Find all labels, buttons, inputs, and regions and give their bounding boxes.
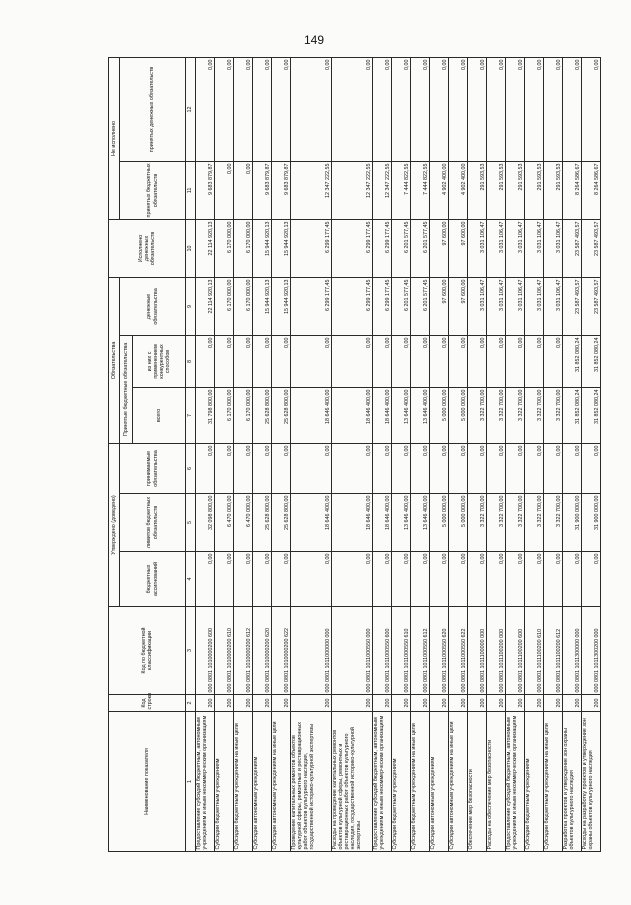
column-number: 2 [186, 695, 196, 712]
value-monetary: 6 299 177,45 [291, 277, 332, 335]
budget-execution-table [108, 57, 601, 852]
value-assumed: 0,00 [525, 443, 544, 493]
value-allocations: 0,00 [430, 552, 449, 607]
value-executed: 6 299 177,45 [373, 219, 392, 277]
value-limits: 13 646 400,00 [411, 494, 430, 552]
value-monetary: 3 031 106,47 [506, 277, 525, 335]
value-accepted-total: 5 000 000,00 [430, 387, 449, 443]
row-name: Разработка проектов и утверждение зон охраны объектов культурного наследия [563, 712, 582, 852]
value-accepted-competitive: 0,00 [544, 335, 563, 387]
value-allocations: 0,00 [392, 552, 411, 607]
row-budget-code: 000 0801 1011000000 000 [291, 607, 332, 695]
value-accepted-total: 3 322 700,00 [468, 387, 487, 443]
row-line-code: 200 [430, 695, 449, 712]
value-allocations: 0,00 [525, 552, 544, 607]
header-limits: лимитов бюджетных обязательств [120, 494, 186, 552]
table-row [196, 57, 215, 851]
rotated-sheet [108, 58, 600, 852]
value-not-exec-monetary: 0,00 [487, 57, 506, 161]
value-accepted-competitive: 0,00 [196, 335, 215, 387]
value-monetary: 3 031 106,47 [525, 277, 544, 335]
table-row [563, 57, 582, 851]
value-accepted-competitive: 0,00 [272, 335, 291, 387]
value-assumed: 0,00 [563, 443, 582, 493]
value-not-exec-budget: 291 593,53 [506, 161, 525, 219]
value-accepted-total: 31 852 080,24 [563, 387, 582, 443]
value-not-exec-budget: 4 902 400,00 [449, 161, 468, 219]
value-not-exec-budget: 12 347 222,55 [291, 161, 332, 219]
value-executed: 6 170 000,00 [215, 219, 234, 277]
header-accepted: Принятые бюджетные обязательства [120, 335, 133, 443]
row-line-code: 200 [215, 695, 234, 712]
value-executed: 23 587 493,57 [563, 219, 582, 277]
value-executed: 3 031 106,47 [487, 219, 506, 277]
value-allocations: 0,00 [506, 552, 525, 607]
column-number: 1 [186, 712, 196, 852]
value-allocations: 0,00 [411, 552, 430, 607]
value-monetary: 23 587 493,57 [582, 277, 601, 335]
value-executed: 97 600,00 [449, 219, 468, 277]
value-not-exec-budget: 0,00 [234, 161, 253, 219]
row-line-code: 200 [544, 695, 563, 712]
value-accepted-competitive: 0,00 [332, 335, 373, 387]
row-line-code: 200 [525, 695, 544, 712]
row-budget-code: 000 0801 1010000200 620 [253, 607, 272, 695]
row-budget-code: 000 0801 1011000550 620 [430, 607, 449, 695]
row-budget-code: 000 0801 1011000550 000 [332, 607, 373, 695]
table-row [253, 57, 272, 851]
page-number: 149 [303, 33, 325, 47]
value-accepted-total: 18 646 400,00 [373, 387, 392, 443]
row-line-code: 200 [411, 695, 430, 712]
value-not-exec-budget: 8 264 586,67 [563, 161, 582, 219]
header-accepted-total: всего [133, 387, 186, 443]
table-body [196, 57, 601, 851]
value-accepted-total: 5 000 000,00 [449, 387, 468, 443]
row-name: Субсидии бюджетным учреждениям [525, 712, 544, 852]
value-allocations: 0,00 [582, 552, 601, 607]
table-row [215, 57, 234, 851]
value-executed: 6 201 577,45 [411, 219, 430, 277]
value-assumed: 0,00 [291, 443, 332, 493]
row-name: Субсидии автономным учреждениям [430, 712, 449, 852]
value-monetary: 97 600,00 [430, 277, 449, 335]
value-accepted-competitive: 0,00 [215, 335, 234, 387]
column-number: 11 [186, 161, 196, 219]
value-executed: 97 600,00 [430, 219, 449, 277]
column-number: 8 [186, 335, 196, 387]
value-monetary: 6 170 000,00 [234, 277, 253, 335]
value-limits: 18 646 400,00 [373, 494, 392, 552]
value-not-exec-monetary: 0,00 [582, 57, 601, 161]
table-row [373, 57, 392, 851]
column-number: 10 [186, 219, 196, 277]
value-monetary: 23 587 493,57 [563, 277, 582, 335]
header-not-exec-budget: принятых бюджетных обязательств [120, 161, 186, 219]
value-allocations: 0,00 [253, 552, 272, 607]
value-accepted-competitive: 0,00 [253, 335, 272, 387]
value-accepted-total: 13 646 400,00 [392, 387, 411, 443]
table-row [392, 57, 411, 851]
value-limits: 3 322 700,00 [506, 494, 525, 552]
column-number: 3 [186, 607, 196, 695]
value-accepted-competitive: 0,00 [291, 335, 332, 387]
value-accepted-competitive: 0,00 [430, 335, 449, 387]
column-number: 7 [186, 387, 196, 443]
value-executed: 22 114 920,13 [196, 219, 215, 277]
value-accepted-total: 3 322 700,00 [506, 387, 525, 443]
value-accepted-total: 3 322 700,00 [544, 387, 563, 443]
value-assumed: 0,00 [544, 443, 563, 493]
value-allocations: 0,00 [196, 552, 215, 607]
row-name: Проведение капитальных ремонтов объектов культурной сферы, ремонтных и реставрационных работ объектов культурного наследия, государственной историко-культурной экспертизы [291, 712, 332, 852]
value-monetary: 6 170 000,00 [215, 277, 234, 335]
value-allocations: 0,00 [544, 552, 563, 607]
row-name: Субсидии автономным учреждениям на иные цели [449, 712, 468, 852]
value-accepted-total: 31 852 080,24 [582, 387, 601, 443]
value-assumed: 0,00 [582, 443, 601, 493]
value-limits: 25 628 800,00 [253, 494, 272, 552]
value-not-exec-budget: 12 347 222,55 [332, 161, 373, 219]
table-row [582, 57, 601, 851]
value-executed: 15 944 920,13 [253, 219, 272, 277]
table-row [291, 57, 332, 851]
row-budget-code: 000 0801 1010000200 622 [272, 607, 291, 695]
value-accepted-total: 31 798 800,00 [196, 387, 215, 443]
value-monetary: 6 201 577,45 [411, 277, 430, 335]
value-allocations: 0,00 [487, 552, 506, 607]
value-not-exec-monetary: 0,00 [544, 57, 563, 161]
value-limits: 3 322 700,00 [468, 494, 487, 552]
value-not-exec-monetary: 0,00 [468, 57, 487, 161]
header-monetary: денежные обязательства [120, 277, 186, 335]
value-allocations: 0,00 [373, 552, 392, 607]
value-not-exec-monetary: 0,00 [291, 57, 332, 161]
value-not-exec-monetary: 0,00 [506, 57, 525, 161]
value-monetary: 15 944 920,13 [253, 277, 272, 335]
value-not-exec-monetary: 0,00 [525, 57, 544, 161]
column-number: 4 [186, 552, 196, 607]
value-limits: 3 322 700,00 [525, 494, 544, 552]
value-accepted-total: 25 628 800,00 [253, 387, 272, 443]
row-line-code: 200 [392, 695, 411, 712]
row-line-code: 200 [234, 695, 253, 712]
row-budget-code: 000 0801 1011000550 610 [392, 607, 411, 695]
value-assumed: 0,00 [332, 443, 373, 493]
value-accepted-competitive: 31 852 080,24 [582, 335, 601, 387]
value-allocations: 0,00 [563, 552, 582, 607]
header-allocations: бюджетных ассигнований [120, 552, 186, 607]
value-limits: 5 000 000,00 [449, 494, 468, 552]
value-not-exec-budget: 12 347 222,55 [373, 161, 392, 219]
table-row [468, 57, 487, 851]
value-accepted-competitive: 0,00 [506, 335, 525, 387]
header-line-code: Код строки [109, 695, 186, 712]
value-executed: 6 299 177,45 [291, 219, 332, 277]
row-line-code: 200 [449, 695, 468, 712]
value-not-exec-budget: 291 593,53 [544, 161, 563, 219]
value-allocations: 0,00 [272, 552, 291, 607]
value-not-exec-budget: 7 444 822,55 [392, 161, 411, 219]
value-monetary: 15 944 920,13 [272, 277, 291, 335]
value-limits: 32 098 800,00 [196, 494, 215, 552]
value-limits: 31 900 000,00 [563, 494, 582, 552]
value-not-exec-monetary: 0,00 [215, 57, 234, 161]
header-accepted-competitive: из них с применением конкурентных способов [133, 335, 186, 387]
value-not-exec-monetary: 0,00 [392, 57, 411, 161]
value-executed: 6 170 000,00 [234, 219, 253, 277]
value-monetary: 22 114 920,13 [196, 277, 215, 335]
column-number: 5 [186, 494, 196, 552]
row-budget-code: 000 0801 1011100200 612 [544, 607, 563, 695]
value-limits: 3 322 700,00 [487, 494, 506, 552]
value-allocations: 0,00 [234, 552, 253, 607]
value-assumed: 0,00 [215, 443, 234, 493]
value-accepted-competitive: 0,00 [487, 335, 506, 387]
row-line-code: 200 [506, 695, 525, 712]
header-approved: Утверждено (доведено) [109, 443, 120, 606]
table-row [272, 57, 291, 851]
value-not-exec-budget: 0,00 [215, 161, 234, 219]
row-line-code: 200 [582, 695, 601, 712]
value-assumed: 0,00 [468, 443, 487, 493]
value-accepted-competitive: 31 852 080,24 [563, 335, 582, 387]
value-accepted-total: 13 646 400,00 [411, 387, 430, 443]
table-row [430, 57, 449, 851]
header-budget-code: Код по бюджетной классификации [109, 607, 186, 695]
value-not-exec-monetary: 0,00 [563, 57, 582, 161]
value-limits: 3 322 700,00 [544, 494, 563, 552]
row-name: Субсидии бюджетным учреждениям [215, 712, 234, 852]
row-budget-code: 000 0801 1010000200 610 [215, 607, 234, 695]
header-name: Наименование показателя [109, 712, 186, 852]
value-not-exec-monetary: 0,00 [449, 57, 468, 161]
value-monetary: 6 299 177,45 [332, 277, 373, 335]
value-executed: 6 299 177,45 [332, 219, 373, 277]
row-budget-code: 000 0801 1011000550 622 [449, 607, 468, 695]
value-not-exec-budget: 291 593,53 [468, 161, 487, 219]
value-limits: 18 646 400,00 [332, 494, 373, 552]
row-line-code: 200 [332, 695, 373, 712]
row-name: Расходы на обеспечение мер безопасности [487, 712, 506, 852]
header-not-executed: Не исполнено [109, 57, 120, 219]
value-assumed: 0,00 [196, 443, 215, 493]
table-row [332, 57, 373, 851]
row-budget-code: 000 0801 1011100200 000 [487, 607, 506, 695]
row-name: Обеспечение мер безопасности [468, 712, 487, 852]
row-name: Расходы на проведение капитальных ремонтов объектов культурной сферы, ремонтных и реставрационных работ объектов культурного наследия, государственной историко-культурной экспертизы [332, 712, 373, 852]
column-number: 6 [186, 443, 196, 493]
table-row [525, 57, 544, 851]
row-budget-code: 000 0801 1010000200 612 [234, 607, 253, 695]
value-accepted-competitive: 0,00 [234, 335, 253, 387]
value-monetary: 3 031 106,47 [544, 277, 563, 335]
value-monetary: 6 299 177,45 [373, 277, 392, 335]
value-allocations: 0,00 [215, 552, 234, 607]
value-executed: 3 031 106,47 [525, 219, 544, 277]
value-allocations: 0,00 [332, 552, 373, 607]
value-assumed: 0,00 [234, 443, 253, 493]
value-accepted-total: 18 646 400,00 [291, 387, 332, 443]
row-line-code: 200 [487, 695, 506, 712]
row-line-code: 200 [373, 695, 392, 712]
value-limits: 13 646 400,00 [392, 494, 411, 552]
row-line-code: 200 [291, 695, 332, 712]
header-assumed: принимаемые обязательства [120, 443, 186, 493]
row-name: Субсидии автономным учреждениям [253, 712, 272, 852]
value-accepted-total: 6 170 000,00 [215, 387, 234, 443]
table-row [411, 57, 430, 851]
value-monetary: 6 201 577,45 [392, 277, 411, 335]
value-accepted-total: 6 170 000,00 [234, 387, 253, 443]
value-executed: 23 587 493,57 [582, 219, 601, 277]
value-allocations: 0,00 [449, 552, 468, 607]
value-assumed: 0,00 [487, 443, 506, 493]
value-not-exec-budget: 9 683 879,87 [196, 161, 215, 219]
table-row [234, 57, 253, 851]
row-name: Предоставление субсидий бюджетным, автономным учреждениям и иным некоммерческим организациям [506, 712, 525, 852]
row-line-code: 200 [272, 695, 291, 712]
value-assumed: 0,00 [411, 443, 430, 493]
row-budget-code: 000 0801 1011300200 000 [582, 607, 601, 695]
row-name: Предоставление субсидий бюджетным, автономным учреждениям и иным некоммерческим организациям [373, 712, 392, 852]
value-executed: 6 201 577,45 [392, 219, 411, 277]
value-accepted-competitive: 0,00 [373, 335, 392, 387]
value-not-exec-monetary: 0,00 [373, 57, 392, 161]
row-line-code: 200 [196, 695, 215, 712]
value-executed: 3 031 106,47 [544, 219, 563, 277]
column-number: 12 [186, 57, 196, 161]
value-not-exec-monetary: 0,00 [253, 57, 272, 161]
value-accepted-competitive: 0,00 [468, 335, 487, 387]
row-name: Субсидии бюджетным учреждениям на иные цели [234, 712, 253, 852]
value-not-exec-budget: 291 593,53 [525, 161, 544, 219]
value-allocations: 0,00 [291, 552, 332, 607]
value-assumed: 0,00 [253, 443, 272, 493]
row-budget-code: 000 0801 1011100200 600 [506, 607, 525, 695]
value-not-exec-monetary: 0,00 [411, 57, 430, 161]
row-line-code: 200 [563, 695, 582, 712]
value-not-exec-monetary: 0,00 [272, 57, 291, 161]
value-not-exec-monetary: 0,00 [332, 57, 373, 161]
value-monetary: 97 600,00 [449, 277, 468, 335]
column-number: 9 [186, 277, 196, 335]
row-name: Субсидии автономным учреждениям на иные цели [272, 712, 291, 852]
row-name: Субсидии бюджетным учреждениям на иные цели [544, 712, 563, 852]
row-budget-code: 000 0801 1011000550 612 [411, 607, 430, 695]
value-not-exec-budget: 9 683 879,87 [253, 161, 272, 219]
value-limits: 31 900 000,00 [582, 494, 601, 552]
value-not-exec-monetary: 0,00 [234, 57, 253, 161]
value-limits: 6 470 000,00 [234, 494, 253, 552]
value-executed: 3 031 106,47 [468, 219, 487, 277]
table-row [544, 57, 563, 851]
value-limits: 18 646 400,00 [291, 494, 332, 552]
value-accepted-competitive: 0,00 [525, 335, 544, 387]
value-assumed: 0,00 [506, 443, 525, 493]
value-assumed: 0,00 [430, 443, 449, 493]
row-line-code: 200 [468, 695, 487, 712]
table-row [449, 57, 468, 851]
value-not-exec-budget: 4 902 400,00 [430, 161, 449, 219]
value-not-exec-monetary: 0,00 [430, 57, 449, 161]
value-assumed: 0,00 [272, 443, 291, 493]
value-allocations: 0,00 [468, 552, 487, 607]
header-not-exec-monetary: принятых денежных обязательств [120, 57, 186, 161]
value-not-exec-budget: 8 264 586,67 [582, 161, 601, 219]
value-not-exec-monetary: 0,00 [196, 57, 215, 161]
value-not-exec-budget: 7 444 822,55 [411, 161, 430, 219]
value-accepted-competitive: 0,00 [449, 335, 468, 387]
row-line-code: 200 [253, 695, 272, 712]
row-name: Расходы на разработку проектов и утверждение зон охраны объектов культурного наследия [582, 712, 601, 852]
table-row [487, 57, 506, 851]
value-accepted-total: 18 646 400,00 [332, 387, 373, 443]
row-budget-code: 000 0801 1011100000 000 [468, 607, 487, 695]
row-budget-code: 000 0801 1011300000 000 [563, 607, 582, 695]
value-assumed: 0,00 [373, 443, 392, 493]
header-obligations: Обязательства [109, 277, 120, 443]
row-budget-code: 000 0801 1011100200 610 [525, 607, 544, 695]
value-limits: 25 628 800,00 [272, 494, 291, 552]
row-name: Предоставление субсидий бюджетным, автономным учреждениям и иным некоммерческим организациям [196, 712, 215, 852]
table-row [506, 57, 525, 851]
value-assumed: 0,00 [392, 443, 411, 493]
value-accepted-total: 25 628 800,00 [272, 387, 291, 443]
value-accepted-total: 3 322 700,00 [487, 387, 506, 443]
row-name: Субсидии бюджетным учреждениям [392, 712, 411, 852]
value-monetary: 3 031 106,47 [487, 277, 506, 335]
value-assumed: 0,00 [449, 443, 468, 493]
table-rotor [108, 58, 600, 852]
header-executed: Исполнено денежных обязательств [109, 219, 186, 277]
value-accepted-total: 3 322 700,00 [525, 387, 544, 443]
value-not-exec-budget: 9 683 879,87 [272, 161, 291, 219]
row-budget-code: 000 0801 1010000200 600 [196, 607, 215, 695]
value-limits: 6 470 000,00 [215, 494, 234, 552]
value-limits: 5 000 000,00 [430, 494, 449, 552]
value-monetary: 3 031 106,47 [468, 277, 487, 335]
value-accepted-competitive: 0,00 [392, 335, 411, 387]
value-accepted-competitive: 0,00 [411, 335, 430, 387]
row-budget-code: 000 0801 1011000550 600 [373, 607, 392, 695]
value-not-exec-budget: 291 593,53 [487, 161, 506, 219]
value-executed: 15 944 920,13 [272, 219, 291, 277]
value-executed: 3 031 106,47 [506, 219, 525, 277]
row-name: Субсидии бюджетным учреждениям на иные цели [411, 712, 430, 852]
